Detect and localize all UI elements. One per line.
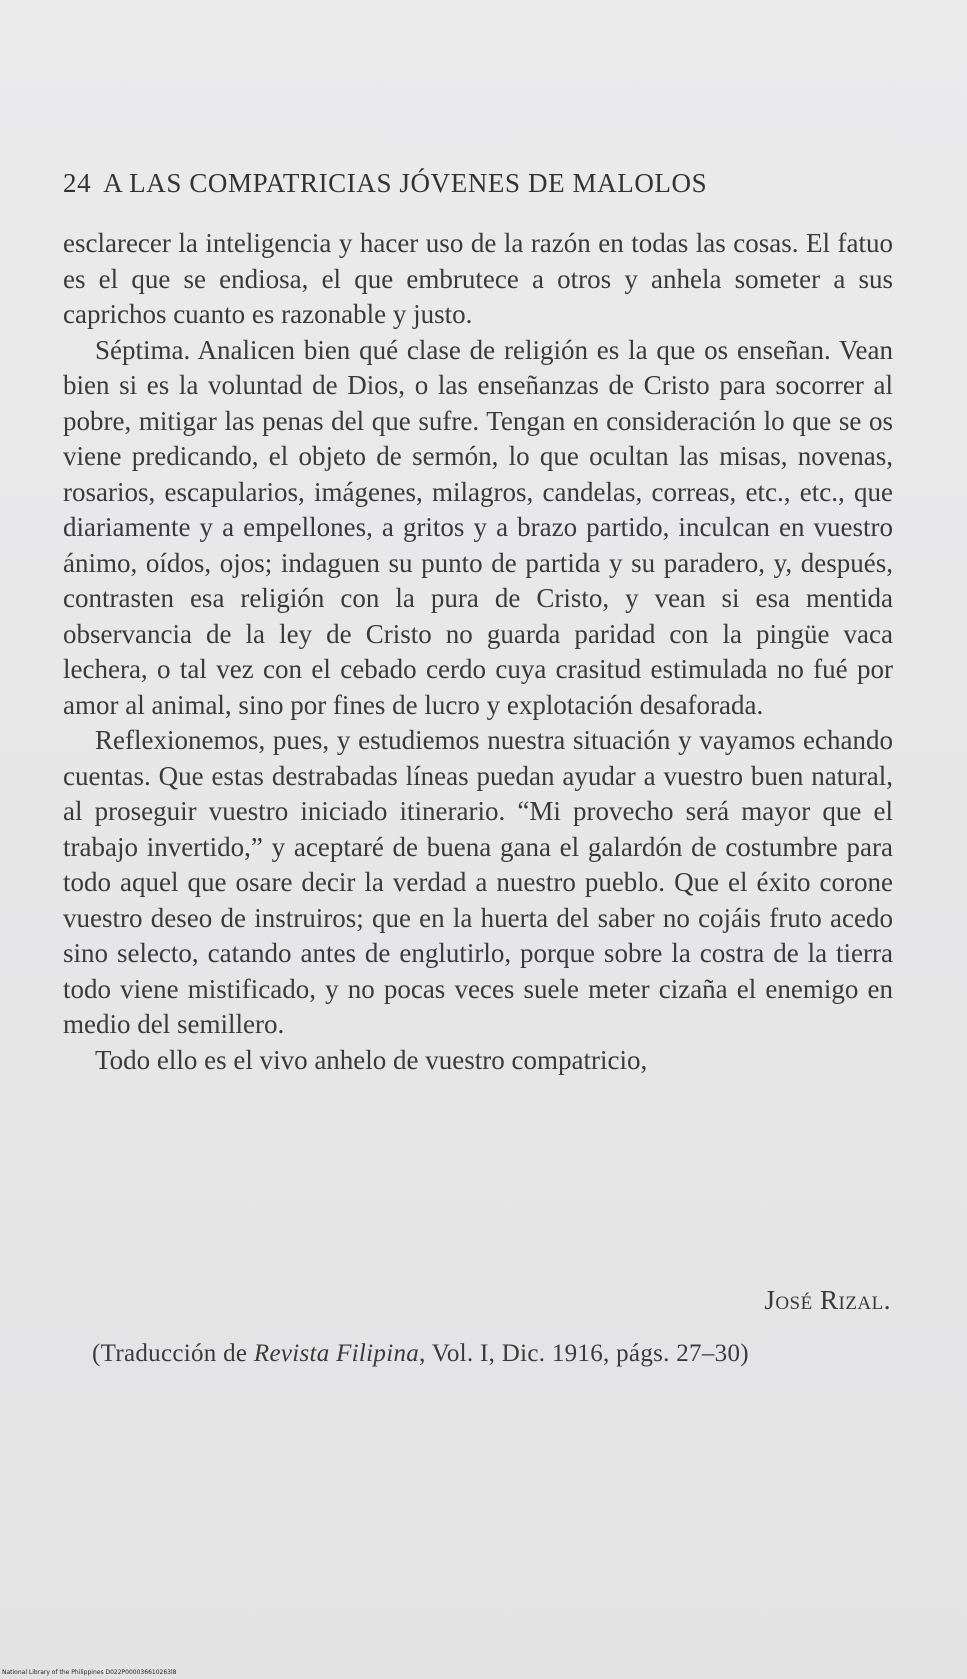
library-stamp: National Library of the Philippines D022P000036610263l8 [2,1669,177,1676]
paragraph-septima: Séptima. Analicen bien qué clase de religión es la que os enseñan. Vean bien si es la voluntad de Dios, o las enseñanzas de Cristo para socorrer al pobre, mitigar las penas del que sufre. Tengan en consideración lo que se os viene predicando, el objeto de sermón, lo que ocultan las misas, novenas, rosarios, escapularios, imágenes, milagros, candelas, correas, etc., etc., que diariamente y a empellones, a gritos y a brazo partido, inculcan en vuestro ánimo, oídos, ojos; indaguen su punto de partida y su paradero, y, después, contrasten esa religión con la pura de Cristo, y vean si esa mentida observancia de la ley de Cristo no guarda paridad con la pingüe vaca lechera, o tal vez con el cebado cerdo cuya crasitud estimulada no fué por amor al animal, sino por fines de lucro y explotación desaforada. [63,334,893,720]
paragraph-continuation: esclarecer la inteligencia y hacer uso de la razón en todas las cosas. El fatuo es el que se endiosa, el que embrutece a otros y anhela someter a sus caprichos cuanto es razonable y justo. [63,228,893,329]
citation [92,1340,892,1368]
page-header [63,168,903,199]
citation-prefix: (Traducción de [92,1340,254,1367]
body-text [63,226,893,1078]
page-number: 24 [63,168,92,198]
paragraph-reflexionemos: Reflexionemos, pues, y estudiemos nuestra situación y vayamos echando cuentas. Que estas destrabadas líneas puedan ayudar a vuestro buen natural, al proseguir vuestro iniciado itinerario. “Mi provecho será mayor que el trabajo invertido,” y aceptaré de buena gana el galardón de costumbre para todo aquel que osare decir la verdad a nuestro pueblo. Que el éxito corone vuestro deseo de instruiros; que en la huerta del saber no cojáis fruto acedo sino selecto, catando antes de englutirlo, porque sobre la costra de la tierra todo viene mistificado, y no pocas veces suele meter cizaña el enemigo en medio del semillero. [63,725,893,1039]
signature: José Rizal. [764,1285,891,1315]
citation-suffix: , Vol. I, Dic. 1916, págs. 27–30) [419,1340,749,1367]
paragraph-closing: Todo ello es el vivo anhelo de vuestro compatricio, [95,1044,648,1075]
citation-journal: Revista Filipina [253,1340,420,1367]
running-title: A LAS COMPATRICIAS JÓVENES DE MALOLOS [103,168,708,198]
